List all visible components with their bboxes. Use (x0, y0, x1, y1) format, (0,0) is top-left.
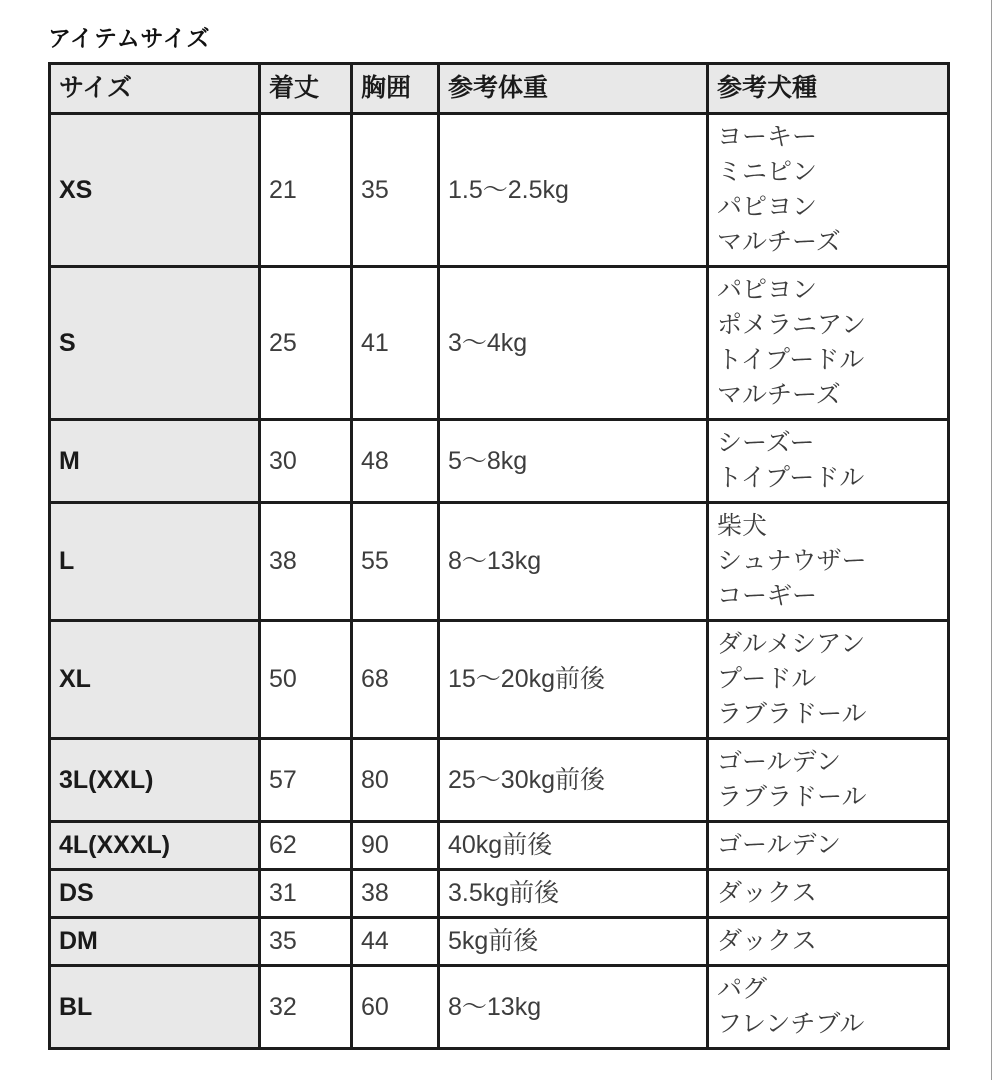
weight-cell: 8〜13kg (439, 503, 708, 621)
length-cell: 57 (260, 739, 352, 822)
size-cell: 4L(XXXL) (50, 822, 260, 870)
breed-line: ゴールデン (717, 831, 842, 859)
weight-cell: 25〜30kg前後 (439, 739, 708, 822)
weight-cell: 3〜4kg (439, 267, 708, 420)
length-cell: 21 (260, 114, 352, 267)
weight-cell: 40kg前後 (439, 822, 708, 870)
breed-line: ラブラドール (717, 783, 867, 811)
breed-line: マルチーズ (717, 228, 841, 256)
length-cell: 50 (260, 621, 352, 739)
table-row (50, 621, 949, 739)
breed-line: ヨーキー (717, 123, 818, 151)
table-row (50, 822, 949, 870)
breed-line: パグ (717, 975, 768, 1003)
breed-line: ミニピン (717, 158, 818, 186)
breed-line: ゴールデン (717, 748, 842, 776)
breed-line: ダックス (717, 927, 817, 955)
size-cell: BL (50, 966, 260, 1049)
chest-cell: 41 (352, 267, 439, 420)
header-length: 着丈 (260, 64, 352, 114)
length-cell: 62 (260, 822, 352, 870)
table-row (50, 267, 949, 420)
breeds-cell (708, 966, 949, 1049)
table-row (50, 870, 949, 918)
chest-cell: 90 (352, 822, 439, 870)
size-cell: 3L(XXL) (50, 739, 260, 822)
size-chart-section (48, 20, 950, 1050)
table-row (50, 739, 949, 822)
size-cell: L (50, 503, 260, 621)
length-cell: 30 (260, 420, 352, 503)
breeds-cell (708, 621, 949, 739)
length-cell: 25 (260, 267, 352, 420)
chest-cell: 48 (352, 420, 439, 503)
chest-cell: 60 (352, 966, 439, 1049)
length-cell: 38 (260, 503, 352, 621)
size-cell: XL (50, 621, 260, 739)
breed-line: 柴犬 (717, 512, 768, 540)
breeds-cell (708, 267, 949, 420)
chest-cell: 55 (352, 503, 439, 621)
weight-cell: 5kg前後 (439, 918, 708, 966)
size-cell: S (50, 267, 260, 420)
weight-cell: 8〜13kg (439, 966, 708, 1049)
weight-cell: 15〜20kg前後 (439, 621, 708, 739)
size-cell: M (50, 420, 260, 503)
breeds-cell (708, 503, 949, 621)
page-title: アイテムサイズ (48, 25, 211, 51)
table-row (50, 918, 949, 966)
breeds-cell (708, 739, 949, 822)
breed-line: シュナウザー (717, 547, 867, 575)
breeds-cell (708, 114, 949, 267)
chest-cell: 68 (352, 621, 439, 739)
breeds-cell (708, 870, 949, 918)
breed-line: ポメラニアン (717, 311, 867, 339)
chest-cell: 38 (352, 870, 439, 918)
weight-cell: 5〜8kg (439, 420, 708, 503)
breeds-cell (708, 420, 949, 503)
breed-line: パピヨン (717, 276, 818, 304)
length-cell: 31 (260, 870, 352, 918)
breed-line: フレンチブル (717, 1010, 865, 1038)
header-chest: 胸囲 (352, 64, 439, 114)
breed-line: コーギー (717, 582, 818, 610)
breed-line: ダルメシアン (717, 630, 866, 658)
header-weight: 参考体重 (439, 64, 708, 114)
length-cell: 35 (260, 918, 352, 966)
breed-line: マルチーズ (717, 381, 841, 409)
table-row (50, 503, 949, 621)
breed-line: トイプードル (717, 346, 865, 374)
chest-cell: 35 (352, 114, 439, 267)
breeds-cell (708, 822, 949, 870)
breed-line: パピヨン (717, 193, 818, 221)
breed-line: プードル (717, 665, 817, 693)
size-cell: XS (50, 114, 260, 267)
size-cell: DM (50, 918, 260, 966)
breed-line: ダックス (717, 879, 817, 907)
table-header-row (50, 64, 949, 114)
header-breeds: 参考犬種 (708, 64, 949, 114)
header-size: サイズ (50, 64, 260, 114)
breed-line: ラブラドール (717, 700, 867, 728)
weight-cell: 3.5kg前後 (439, 870, 708, 918)
breed-line: トイプードル (717, 464, 865, 492)
size-table (48, 62, 950, 1050)
weight-cell: 1.5〜2.5kg (439, 114, 708, 267)
table-row (50, 114, 949, 267)
chest-cell: 44 (352, 918, 439, 966)
chest-cell: 80 (352, 739, 439, 822)
size-cell: DS (50, 870, 260, 918)
length-cell: 32 (260, 966, 352, 1049)
table-row (50, 420, 949, 503)
breeds-cell (708, 918, 949, 966)
table-row (50, 966, 949, 1049)
page-edge-line (991, 0, 992, 1080)
breed-line: シーズー (717, 429, 815, 457)
